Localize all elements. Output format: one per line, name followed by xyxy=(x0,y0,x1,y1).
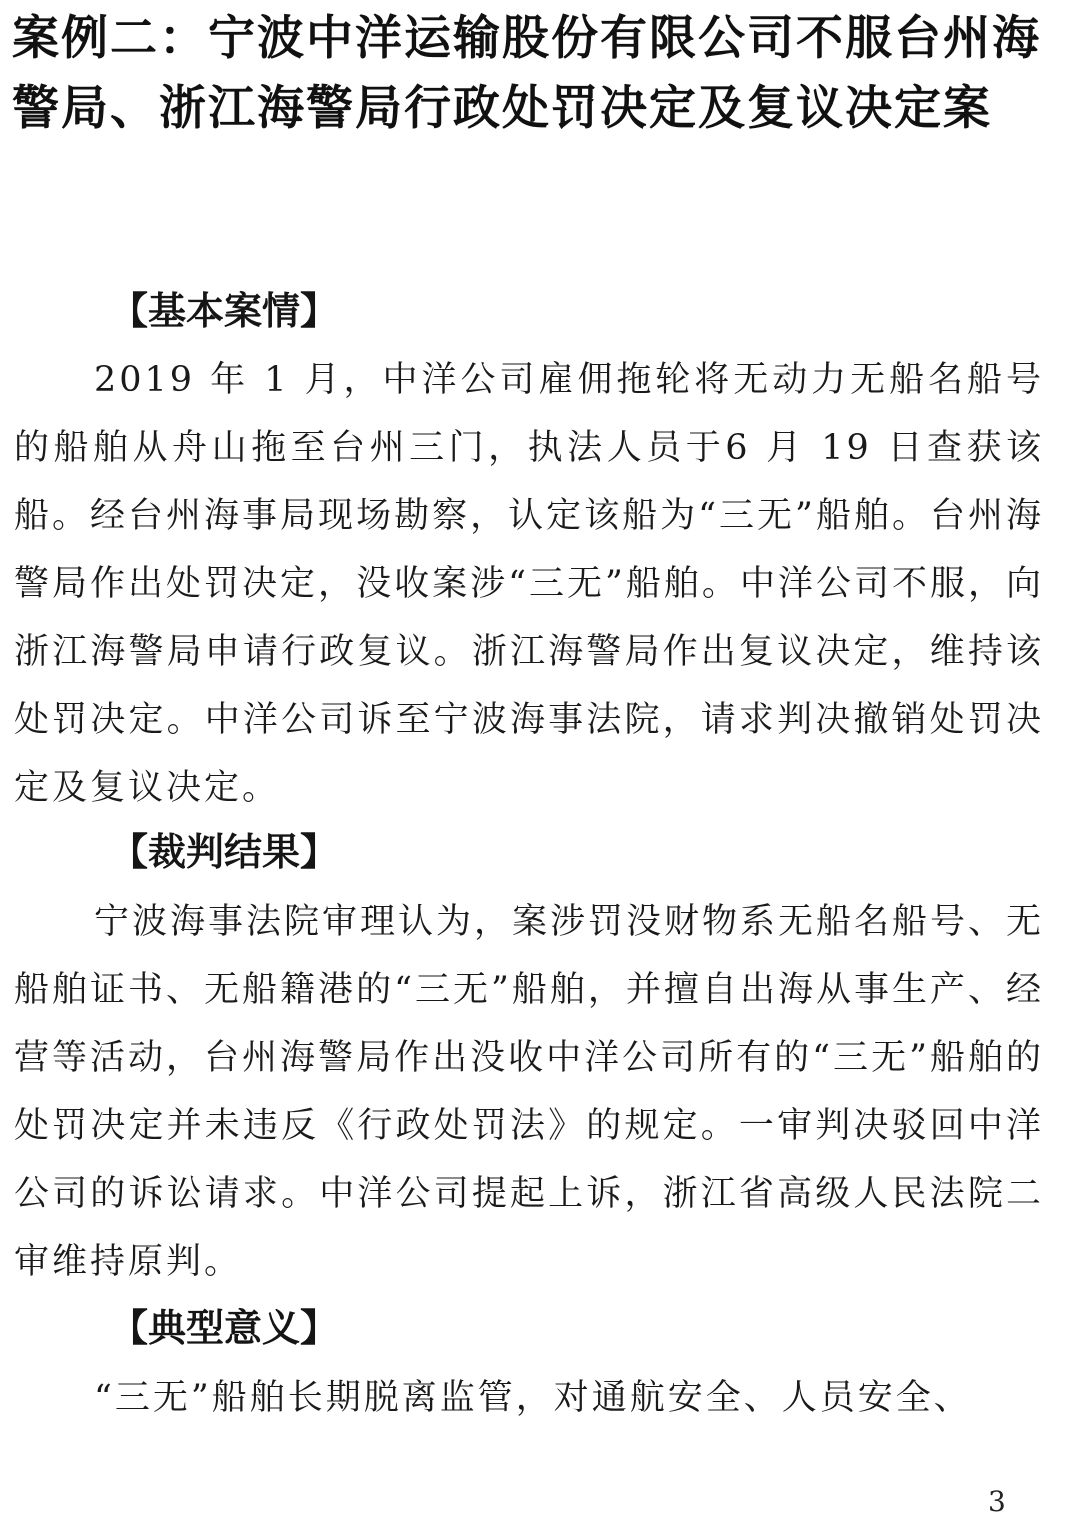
section-heading-basic-facts: 【基本案情】 xyxy=(110,289,339,333)
document-title: 案例二：宁波中洋运输股份有限公司不服台州海警局、浙江海警局行政处罚决定及复议决定案 xyxy=(12,11,1041,136)
section-text-significance: “三无”船舶长期脱离监管，对通航安全、人员安全、 xyxy=(94,1378,972,1418)
section-text-basic-facts: 2019 年 1 月，中洋公司雇佣拖轮将无动力无船名船号的船舶从舟山拖至台州三门，执法人员于6 月 19 日查获该船。经台州海事局现场勘察，认定该船为“三无”船舶。台州海警局作出处罚决定，没收案涉“三无”船舶。中洋公司不服，向浙江海警局申请行政复议。浙江海警局作出复议决定，维持该处罚决定。中洋公司诉至宁波海事法院，请求判决撤销处罚决定及复议决定。 xyxy=(14,360,1044,808)
section-heading-significance: 【典型意义】 xyxy=(110,1306,339,1350)
section-heading-judgment-result: 【裁判结果】 xyxy=(110,830,339,874)
section-text-judgment-result: 宁波海事法院审理认为，案涉罚没财物系无船名船号、无船舶证书、无船籍港的“三无”船舶，并擅自出海从事生产、经营等活动，台州海警局作出没收中洋公司所有的“三无”船舶的处罚决定并未违反《行政处罚法》的规定。一审判决驳回中洋公司的诉讼请求。中洋公司提起上诉，浙江省高级人民法院二审维持原判。 xyxy=(14,902,1045,1282)
page-number: 3 xyxy=(988,1485,1006,1518)
